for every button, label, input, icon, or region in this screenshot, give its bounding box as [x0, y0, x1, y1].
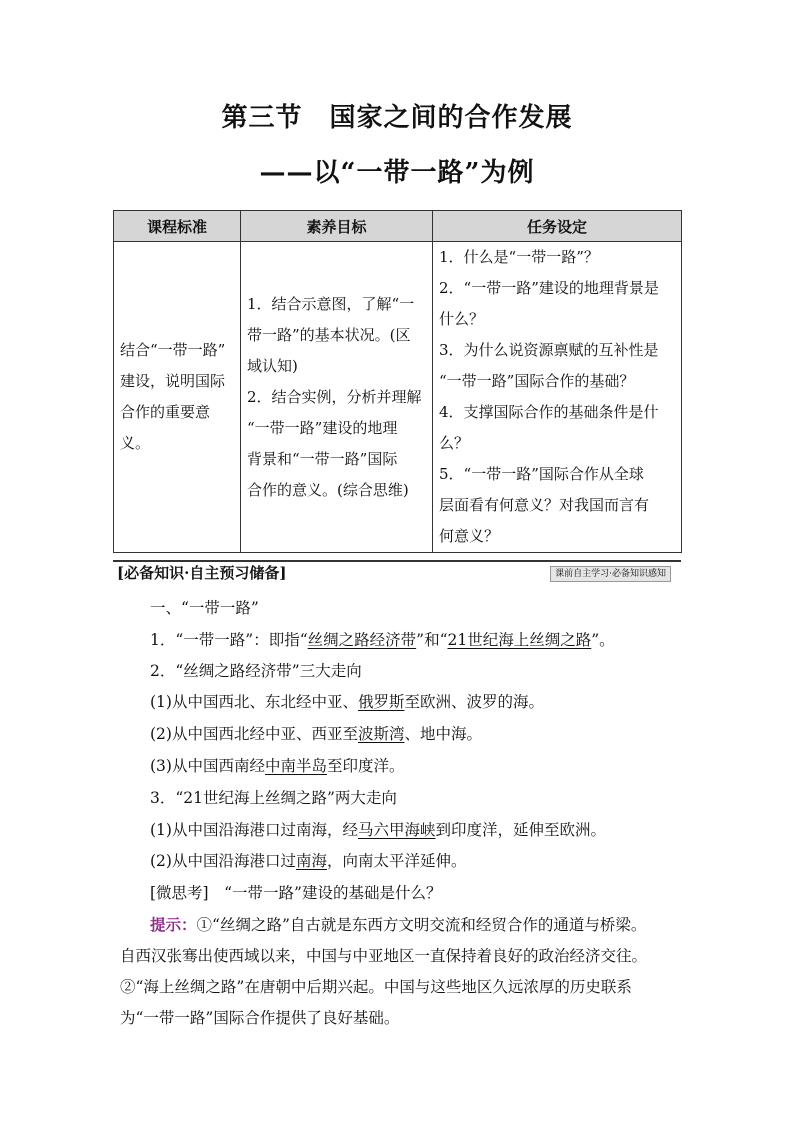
hint-label: 提示：: [150, 915, 197, 934]
text-line: 合作的意义。(综合思维): [247, 480, 409, 499]
text: (1)从中国西北、东北经中亚、: [150, 693, 358, 711]
answer-underline: 南海: [295, 852, 327, 870]
text-line: “一带一路”国际合作的基础？: [439, 372, 635, 390]
text-line: 何意义？: [439, 527, 500, 545]
hint-paragraph: 为“一带一路”国际合作提供了良好基础。: [120, 1009, 400, 1027]
hint-paragraph: 自西汉张骞出使西域以来，中国与中亚地区一直保持着良好的政治经济交往。: [120, 947, 648, 965]
paragraph: [150, 690, 544, 712]
paragraph: 3．“21世纪海上丝绸之路”两大走向: [150, 789, 397, 807]
text-line: 2．“一带一路”建设的地理背景是: [439, 279, 659, 297]
table-header-row: [114, 211, 682, 242]
text-line: 2．结合实例，分析并理解: [247, 387, 422, 406]
text-line: 5．“一带一路”国际合作从全球: [439, 465, 644, 483]
hint-paragraph: [150, 913, 646, 935]
section-subtitle: ——以“一带一路”为例: [259, 158, 535, 188]
section-banner: [113, 560, 681, 584]
text: (3)从中国西南经: [150, 757, 265, 775]
text: 、地中海。: [404, 725, 482, 743]
cell-literacy-goal: [241, 242, 433, 553]
header-literacy-goal: 素养目标: [241, 211, 433, 242]
cell-task-setting: [433, 242, 682, 553]
banner-tag: 课前自主学习·必备知识感知: [550, 566, 671, 582]
text-line: 层面看有何意义？对我国而言有: [439, 496, 650, 514]
text: 1．“一带一路”：即指“: [150, 631, 308, 649]
text-line: 么？: [439, 434, 470, 452]
paragraph: [150, 849, 467, 871]
text-line: 1．什么是“一带一路”？: [439, 248, 599, 266]
text: ①“丝绸之路”自古就是东西方文明交流和经贸合作的通道与桥梁。: [196, 916, 647, 934]
header-curriculum-standard: 课程标准: [114, 211, 241, 242]
paragraph: [150, 628, 615, 650]
table-row: [114, 242, 682, 553]
banner-title: [必备知识·自主预习储备]: [117, 564, 287, 582]
answer-underline: 21世纪海上丝绸之路: [447, 631, 592, 649]
answer-underline: 俄罗斯: [357, 693, 405, 711]
text: (2)从中国沿海港口过: [150, 852, 296, 870]
text: ”和“: [416, 631, 448, 649]
header-task-setting: 任务设定: [433, 211, 682, 242]
hint-paragraph: ②“海上丝绸之路”在唐朝中后期兴起。中国与这些地区久远浓厚的历史联系: [120, 978, 632, 996]
answer-underline: 中南半岛: [264, 757, 327, 775]
text-line: 4．支撑国际合作的基础条件是什: [439, 403, 659, 421]
paragraph: [150, 722, 482, 744]
text: ”。: [591, 631, 615, 649]
text: 到印度洋，延伸至欧洲。: [435, 821, 606, 839]
paragraph: [150, 818, 606, 840]
text-line: 合作的重要意义。: [120, 403, 211, 452]
text-line: 什么？: [439, 310, 485, 328]
text: ，向南太平洋延伸。: [326, 852, 467, 870]
text-line: 结合“一带一路”: [120, 341, 226, 359]
text-line: 带一路”的基本状况。(区: [247, 325, 411, 344]
paragraph: [150, 754, 405, 776]
text-line: “一带一路”建设的地理: [247, 418, 398, 437]
answer-underline: 波斯湾: [357, 725, 405, 743]
text-line: 1．结合示意图，了解“一: [247, 294, 415, 313]
micro-thinking-question: [微思考] “一带一路”建设的基础是什么？: [150, 884, 442, 902]
text: (2)从中国西北经中亚、西亚至: [150, 725, 358, 743]
text-line: 建设，说明国际: [120, 372, 226, 390]
answer-underline: 马六甲海峡: [357, 821, 436, 839]
heading-one: 一、“一带一路”: [150, 599, 259, 617]
text: 至印度洋。: [326, 757, 405, 775]
text-line: 域认知): [247, 356, 298, 375]
paragraph: 2．“丝绸之路经济带”三大走向: [150, 662, 362, 680]
cell-curriculum-standard: [114, 242, 241, 553]
text: 至欧洲、波罗的海。: [404, 693, 544, 711]
section-title: 第三节 国家之间的合作发展: [221, 103, 573, 133]
curriculum-table: [113, 210, 682, 553]
answer-underline: 丝绸之路经济带: [307, 631, 417, 649]
text-line: 3．为什么说资源禀赋的互补性是: [439, 341, 659, 359]
text-line: 背景和“一带一路”国际: [247, 449, 398, 468]
text: (1)从中国沿海港口过南海，经: [150, 821, 358, 839]
